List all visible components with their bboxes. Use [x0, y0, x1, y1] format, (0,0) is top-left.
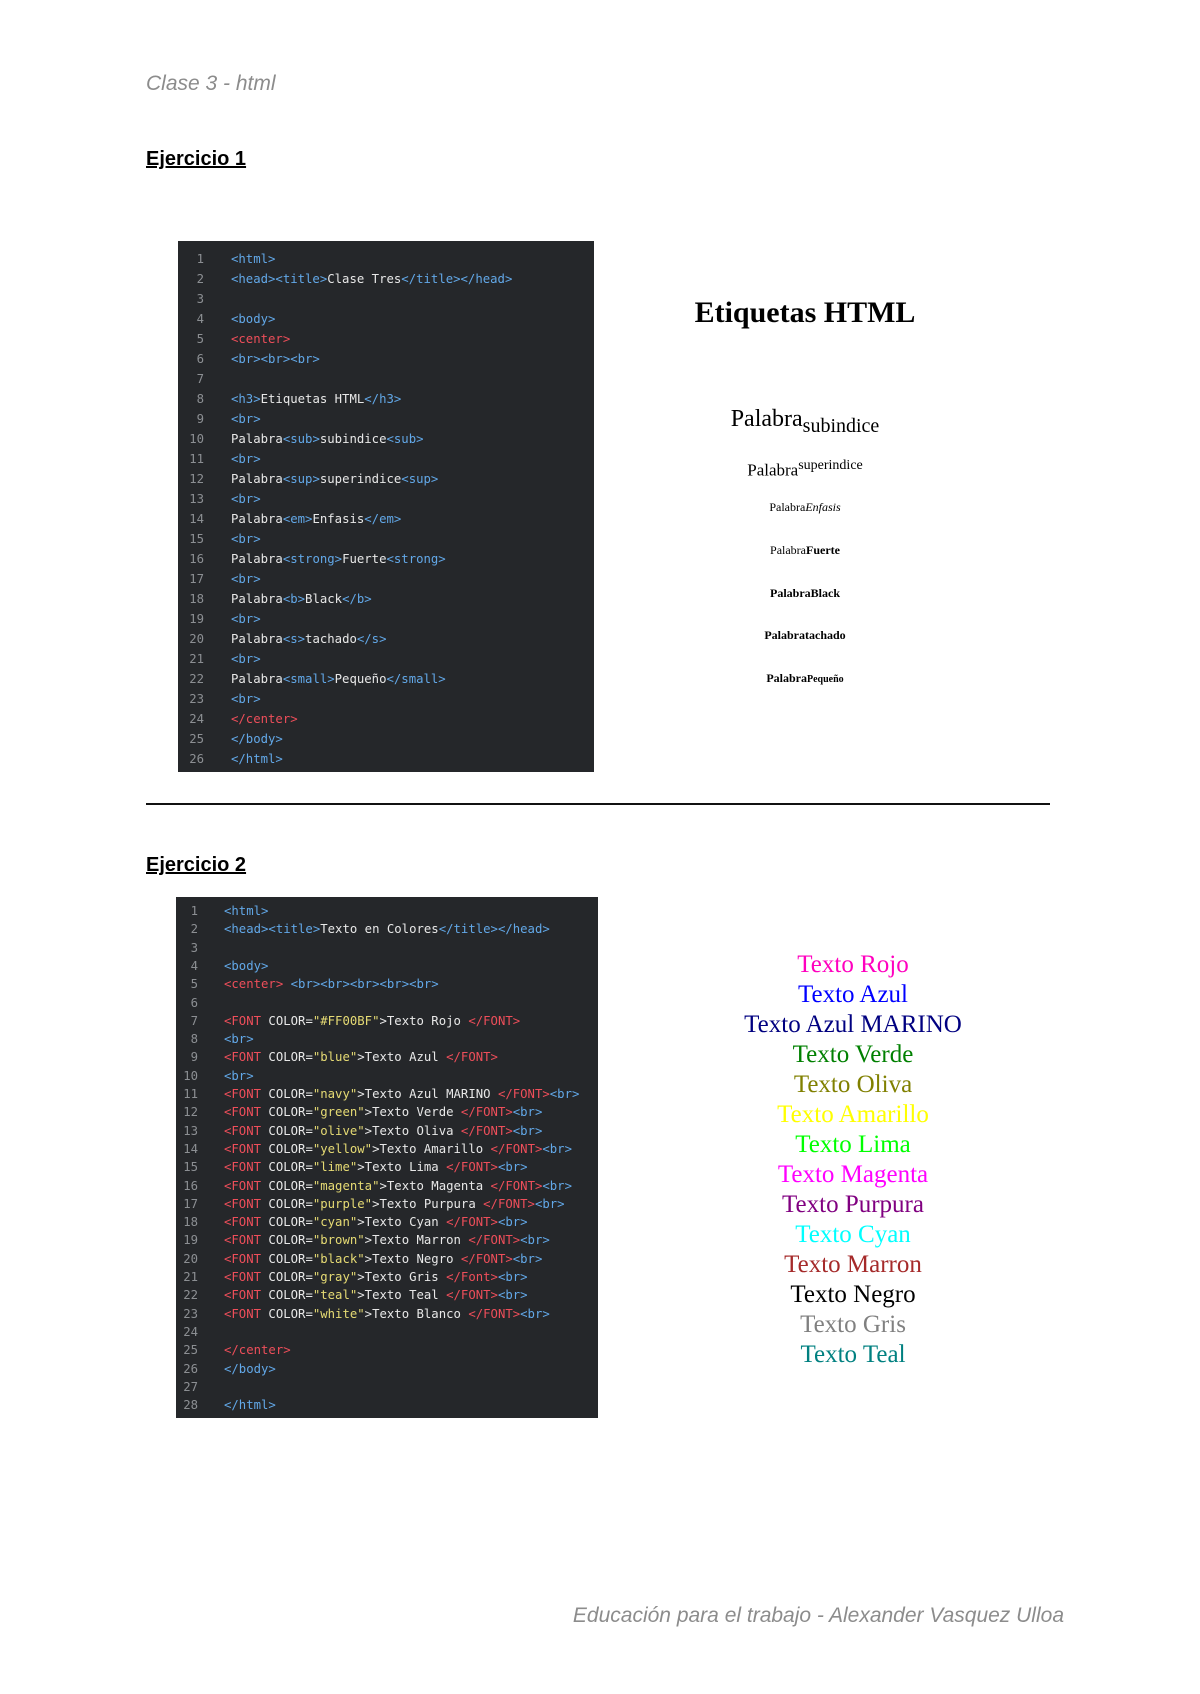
line-number: 6: [196, 352, 204, 366]
line-number: 12: [183, 1105, 198, 1120]
code-line: [178, 709, 594, 729]
code-text: </html>: [224, 1398, 276, 1413]
color-text-item: Texto Oliva: [793, 1071, 913, 1098]
line-number: 11: [189, 452, 204, 466]
render-heading: Etiquetas HTML: [694, 296, 916, 329]
code-line: [178, 649, 594, 669]
code-text: <FONT COLOR="gray">Texto Gris </Font><br>: [224, 1270, 528, 1284]
line-number: 20: [189, 632, 204, 646]
line-number: 26: [183, 1361, 198, 1376]
code-line: [178, 589, 594, 609]
code-line: [178, 409, 594, 429]
code-line: [176, 1048, 598, 1066]
code-text: <body>: [231, 312, 276, 326]
line-number: 23: [189, 692, 204, 706]
code-text: <FONT COLOR="white">Texto Blanco </FONT><br>: [224, 1306, 550, 1321]
line-number: 7: [190, 1013, 198, 1028]
code-line: [178, 389, 594, 409]
code-text: <FONT COLOR="olive">Texto Oliva </FONT><br>: [224, 1123, 543, 1138]
code-line: [178, 529, 594, 549]
section-divider: [146, 803, 1050, 805]
render-em-line: PalabraEnfasis: [769, 500, 841, 514]
line-number: 6: [190, 995, 198, 1010]
code-line: [178, 669, 594, 689]
line-number: 2: [190, 922, 198, 937]
code-text: <br>: [224, 1032, 254, 1047]
code-line: [176, 1177, 598, 1195]
code-text: <br>: [231, 572, 261, 586]
line-number: 22: [189, 672, 204, 686]
code-line: [178, 509, 594, 529]
code-text: <FONT COLOR="blue">Texto Azul </FONT>: [224, 1050, 498, 1065]
code-line: [176, 1140, 598, 1158]
color-text-item: Texto Magenta: [777, 1161, 929, 1188]
code-line: [176, 994, 598, 1012]
code-text: Palabra<strong>Fuerte<strong>: [231, 552, 446, 566]
code-line: [176, 1012, 598, 1030]
code-text: <FONT COLOR="green">Texto Verde </FONT><br>: [224, 1105, 543, 1120]
code-text: Palabra<b>Black</b>: [231, 592, 372, 606]
color-text-item: Texto Gris: [800, 1311, 906, 1338]
code-line: [176, 1378, 598, 1396]
color-text-item: Texto Purpura: [782, 1191, 924, 1218]
code-line: [178, 489, 594, 509]
line-number: 18: [189, 592, 204, 606]
code-line: [178, 569, 594, 589]
code-text: <FONT COLOR="cyan">Texto Cyan </FONT><br>: [224, 1215, 528, 1230]
code-text: <FONT COLOR="yellow">Texto Amarillo </FONT><br>: [224, 1141, 572, 1156]
code-line: [176, 1286, 598, 1304]
render-sub-line: Palabra$_{subindice}$: [730, 406, 880, 437]
line-number: 16: [189, 552, 204, 566]
exercise-2-title: Ejercicio 2: [146, 854, 247, 876]
line-number: 13: [183, 1123, 198, 1138]
code-line: [178, 309, 594, 329]
render-b-line: PalabraBlack: [769, 586, 840, 600]
line-number: 20: [183, 1251, 198, 1266]
page-footer: Educación para el trabajo - Alexander Vasquez Ulloa: [572, 1604, 1064, 1627]
line-number: 25: [183, 1343, 198, 1358]
color-text-item: Texto Cyan: [795, 1221, 911, 1248]
code-text: <FONT COLOR="lime">Texto Lima </FONT><br>: [224, 1160, 528, 1175]
line-number: 5: [196, 332, 204, 346]
code-text: <br>: [231, 612, 261, 626]
code-text: <FONT COLOR="black">Texto Negro </FONT><br>: [224, 1251, 543, 1266]
code-text: <FONT COLOR="brown">Texto Marron </FONT><br>: [224, 1233, 550, 1248]
code-text: <br>: [231, 452, 261, 466]
line-number: 12: [189, 472, 204, 486]
code-line: [178, 249, 594, 269]
code-line: [176, 975, 598, 993]
code-text: <FONT COLOR="purple">Texto Purpura </FONT><br>: [224, 1196, 565, 1211]
code-line: [178, 609, 594, 629]
line-number: 3: [190, 940, 198, 955]
line-number: 19: [189, 612, 204, 626]
code-text: Palabra<small>Pequeño</small>: [231, 672, 446, 686]
line-number: 8: [190, 1032, 198, 1047]
color-text-item: Texto Lima: [795, 1131, 911, 1158]
line-number: 27: [183, 1379, 198, 1394]
code-text: <center>: [231, 332, 291, 346]
line-number: 15: [189, 532, 204, 546]
code-text: Palabra<sup>superindice<sup>: [231, 472, 439, 486]
code-line: [176, 1030, 598, 1048]
line-number: 8: [196, 392, 204, 406]
code-text: <br>: [224, 1068, 254, 1083]
line-number: 3: [196, 292, 204, 306]
code-line: [176, 1250, 598, 1268]
code-text: Palabra<s>tachado</s>: [231, 632, 387, 646]
line-number: 1: [196, 252, 204, 266]
line-number: 24: [189, 712, 204, 726]
line-number: 21: [189, 652, 204, 666]
code-text: <br><br><br>: [231, 352, 320, 366]
line-number: 5: [190, 977, 198, 992]
code-line: [176, 957, 598, 975]
line-number: 10: [183, 1068, 198, 1083]
code-text: Palabra<sub>subindice<sub>: [231, 432, 424, 446]
code-line: [178, 449, 594, 469]
line-number: 18: [183, 1215, 198, 1230]
line-number: 13: [189, 492, 204, 506]
line-number: 17: [189, 572, 204, 586]
code-block-1: [178, 241, 594, 772]
code-line: [178, 429, 594, 449]
line-number: 19: [183, 1233, 198, 1248]
render-sup-line: Palabra$^{superindice}$: [747, 458, 863, 480]
code-line: [178, 269, 594, 289]
code-line: [176, 1341, 598, 1359]
code-line: [176, 902, 598, 920]
line-number: 14: [189, 512, 204, 526]
line-number: 25: [189, 732, 204, 746]
render-small-line: PalabraPequeño: [766, 671, 844, 685]
code-text: <center> <br><br><br><br><br>: [224, 977, 439, 992]
code-line: [176, 1323, 598, 1341]
color-text-item: Texto Amarillo: [777, 1101, 929, 1128]
code-line: [178, 329, 594, 349]
line-number: 1: [190, 904, 198, 918]
code-text: <body>: [224, 958, 269, 973]
code-line: [176, 1122, 598, 1140]
code-text: <br>: [231, 532, 261, 546]
code-line: [178, 549, 594, 569]
line-number: 2: [196, 272, 204, 286]
code-line: [178, 349, 594, 369]
code-text: <br>: [231, 692, 261, 706]
code-line: [178, 369, 594, 389]
code-line: [176, 1268, 598, 1286]
code-text: </center>: [224, 1343, 291, 1358]
code-line: [176, 1103, 598, 1121]
line-number: 22: [183, 1288, 198, 1303]
code-text: <br>: [231, 492, 261, 506]
line-number: 26: [189, 752, 204, 766]
code-line: [178, 749, 594, 769]
line-number: 11: [183, 1087, 198, 1101]
code-line: [178, 689, 594, 709]
line-number: 9: [196, 412, 204, 426]
code-text: </html>: [231, 752, 283, 766]
line-number: 23: [183, 1306, 198, 1321]
code-line: [176, 1195, 598, 1213]
code-text: <FONT COLOR="magenta">Texto Magenta </FONT><br>: [224, 1178, 572, 1193]
line-number: 10: [189, 432, 204, 446]
line-number: 16: [183, 1178, 198, 1193]
color-text-item: Texto Azul MARINO: [744, 1011, 962, 1038]
color-text-item: Texto Negro: [790, 1281, 916, 1308]
code-text: </body>: [231, 732, 283, 746]
code-block-2: [176, 897, 598, 1418]
line-number: 14: [183, 1141, 198, 1156]
code-text: <h3>Etiquetas HTML</h3>: [231, 392, 402, 406]
rendered-output-1: [640, 296, 970, 696]
render-strong-line: PalabraFuerte: [770, 543, 840, 557]
render-s-line: Palabratachado: [764, 628, 846, 642]
code-line: [176, 920, 598, 938]
code-line: [176, 1396, 598, 1414]
code-line: [176, 1231, 598, 1249]
exercise-1-title: Ejercicio 1: [146, 148, 247, 170]
code-text: <html>: [231, 252, 276, 266]
code-line: [178, 289, 594, 309]
color-text-item: Texto Teal: [800, 1341, 906, 1368]
line-number: 4: [196, 312, 204, 326]
rendered-output-2: [708, 950, 998, 1370]
color-text-item: Texto Marron: [784, 1251, 922, 1278]
color-text-item: Texto Rojo: [797, 951, 909, 978]
code-line: [176, 1305, 598, 1323]
code-text: </body>: [224, 1361, 276, 1376]
code-text: <br>: [231, 412, 261, 426]
code-line: [176, 1067, 598, 1085]
color-text-item: Texto Azul: [797, 981, 909, 1008]
code-line: [176, 1213, 598, 1231]
code-text: <FONT COLOR="#FF00BF">Texto Rojo </FONT>: [224, 1013, 521, 1028]
page-header: Clase 3 - html: [146, 72, 276, 95]
line-number: 24: [183, 1324, 198, 1339]
code-text: Palabra<em>Enfasis</em>: [231, 512, 402, 526]
code-text: <head><title>Texto en Colores</title></head>: [224, 922, 550, 937]
code-text: <head><title>Clase Tres</title></head>: [231, 272, 513, 286]
code-line: [176, 1158, 598, 1176]
line-number: 28: [183, 1398, 198, 1413]
code-line: [176, 939, 598, 957]
line-number: 4: [190, 958, 198, 973]
code-line: [178, 629, 594, 649]
line-number: 7: [196, 372, 204, 386]
code-text: </center>: [231, 712, 298, 726]
code-line: [178, 469, 594, 489]
line-number: 21: [183, 1270, 198, 1284]
code-line: [178, 729, 594, 749]
line-number: 17: [183, 1196, 198, 1211]
code-text: <FONT COLOR="navy">Texto Azul MARINO </FONT><br>: [224, 1087, 580, 1101]
line-number: 15: [183, 1160, 198, 1175]
code-text: <br>: [231, 652, 261, 666]
line-number: 9: [190, 1050, 198, 1065]
code-line: [176, 1085, 598, 1103]
color-text-item: Texto Verde: [792, 1041, 914, 1068]
code-text: <FONT COLOR="teal">Texto Teal </FONT><br>: [224, 1288, 528, 1303]
code-text: <html>: [224, 904, 269, 918]
code-line: [176, 1360, 598, 1378]
